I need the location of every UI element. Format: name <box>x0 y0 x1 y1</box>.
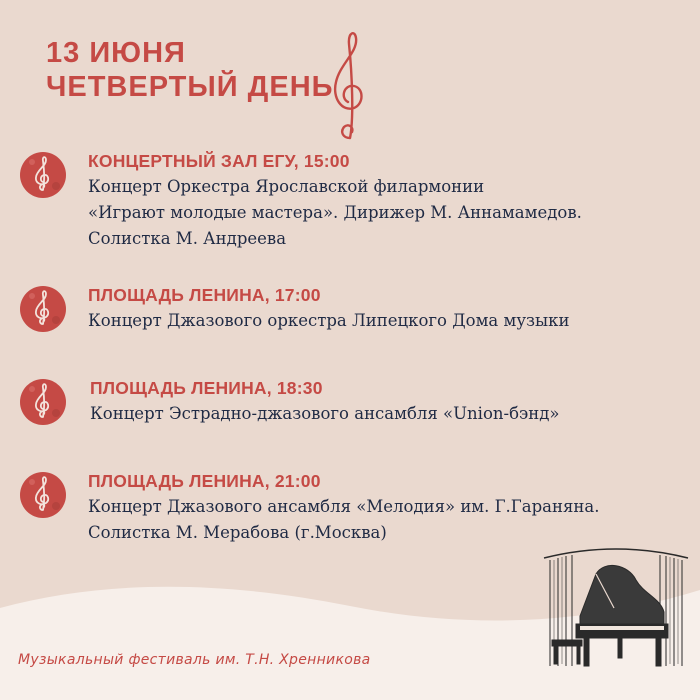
festival-footer: Музыкальный фестиваль им. Т.Н. Хренникова <box>18 652 371 668</box>
event-venue: ПЛОЩАДЬ ЛЕНИНА, 21:00 <box>88 471 321 491</box>
description-line: Концерт Джазового оркестра Липецкого Дома музыки <box>88 311 570 330</box>
treble-clef-badge-icon <box>18 284 68 334</box>
event-description <box>90 401 560 427</box>
event-venue: ПЛОЩАДЬ ЛЕНИНА, 18:30 <box>90 378 323 398</box>
description-line: Концерт Оркестра Ярославской филармонии <box>88 177 485 196</box>
header <box>46 36 333 104</box>
description-line: Концерт Эстрадно-джазового ансамбля «Union-бэнд» <box>90 404 560 423</box>
event-venue: КОНЦЕРТНЫЙ ЗАЛ ЕГУ, 15:00 <box>88 151 350 171</box>
event-venue: ПЛОЩАДЬ ЛЕНИНА, 17:00 <box>88 285 321 305</box>
grand-piano-icon <box>536 546 696 670</box>
description-line: Солистка М. Мерабова (г.Москва) <box>88 523 387 542</box>
event-description <box>88 174 582 252</box>
event-description <box>88 494 599 546</box>
description-line: Солистка М. Андреева <box>88 229 287 248</box>
header-day: ЧЕТВЕРТЫЙ ДЕНЬ <box>46 71 334 103</box>
description-line: Концерт Джазового ансамбля «Мелодия» им. Г.Гараняна. <box>88 497 600 516</box>
header-date: 13 ИЮНЯ <box>46 37 186 69</box>
treble-clef-icon <box>328 28 370 140</box>
treble-clef-badge-icon <box>18 150 68 200</box>
event-description <box>88 308 569 334</box>
treble-clef-badge-icon <box>18 377 68 427</box>
description-line: «Играют молодые мастера». Дирижер М. Аннамамедов. <box>88 203 582 222</box>
treble-clef-badge-icon <box>18 470 68 520</box>
